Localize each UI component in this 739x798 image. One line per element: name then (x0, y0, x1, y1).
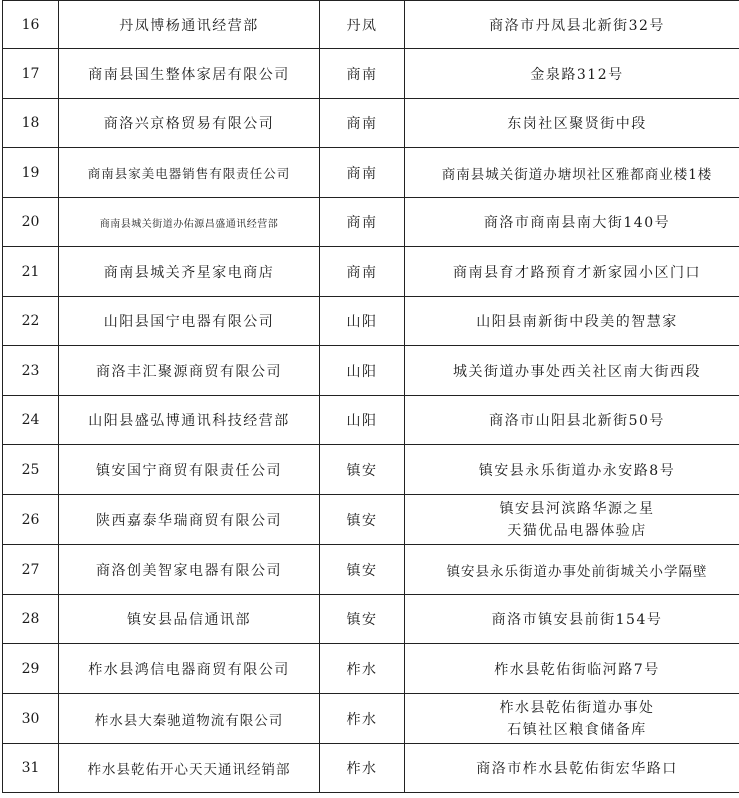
table-row (3, 99, 739, 148)
address-line: 镇安县永乐街道办事处前街城关小学隔壁 (446, 563, 708, 580)
county-cell: 柞水 (320, 644, 405, 694)
table-row (3, 545, 739, 595)
address-cell (405, 595, 739, 644)
table-row (3, 49, 739, 99)
address-cell (405, 1, 739, 49)
store-name-cell: 镇安国宁商贸有限责任公司 (59, 445, 320, 495)
table-row (3, 1, 739, 49)
store-table-body (3, 1, 739, 793)
row-number-cell: 29 (3, 644, 59, 694)
row-number-cell: 20 (3, 198, 59, 247)
row-number-cell: 18 (3, 99, 59, 148)
county-cell: 商南 (320, 49, 405, 99)
address-cell (405, 495, 739, 545)
row-number-cell: 16 (3, 1, 59, 49)
store-name-cell: 商南县国生整体家居有限公司 (59, 49, 320, 99)
row-number-cell: 30 (3, 694, 59, 744)
address-line: 天猫优品电器体验店 (507, 522, 647, 539)
county-cell: 镇安 (320, 495, 405, 545)
address-cell (405, 99, 739, 148)
store-name-cell: 丹凤博杨通讯经营部 (59, 1, 320, 49)
store-table-container (2, 0, 739, 793)
row-number-cell: 23 (3, 346, 59, 396)
row-number-cell: 28 (3, 595, 59, 644)
table-row (3, 595, 739, 644)
address-cell (405, 545, 739, 595)
table-row (3, 694, 739, 744)
table-row (3, 445, 739, 495)
address-cell (405, 744, 739, 793)
address-line: 商洛市商南县南大街140号 (483, 215, 671, 231)
address-line: 商洛市镇安县前街154号 (491, 612, 663, 628)
store-name-cell: 山阳县盛弘博通讯科技经营部 (59, 396, 320, 445)
row-number-cell: 22 (3, 297, 59, 346)
county-cell: 山阳 (320, 297, 405, 346)
address-line: 柞水县乾佑街道办事处 (499, 699, 655, 716)
address-cell (405, 49, 739, 99)
address-cell (405, 445, 739, 495)
row-number-cell: 26 (3, 495, 59, 545)
county-cell: 商南 (320, 148, 405, 198)
address-line: 镇安县河滨路华源之星 (499, 500, 655, 517)
county-cell: 镇安 (320, 595, 405, 644)
county-cell: 柞水 (320, 744, 405, 793)
store-name-cell: 镇安县品信通讯部 (59, 595, 320, 644)
store-name-cell: 商南县城关齐星家电商店 (59, 247, 320, 297)
table-row (3, 198, 739, 247)
row-number-cell: 19 (3, 148, 59, 198)
table-row (3, 396, 739, 445)
table-row (3, 297, 739, 346)
store-name-cell: 商洛兴京格贸易有限公司 (59, 99, 320, 148)
store-name-cell: 柞水县大秦驰道物流有限公司 (59, 694, 320, 744)
store-name-cell: 山阳县国宁电器有限公司 (59, 297, 320, 346)
address-line: 山阳县南新街中段美的智慧家 (476, 314, 678, 330)
address-line: 石镇社区粮食储备库 (507, 721, 647, 738)
address-line: 东岗社区聚贤街中段 (507, 116, 647, 132)
address-line: 柞水县乾佑街临河路7号 (494, 661, 660, 678)
address-cell (405, 396, 739, 445)
address-cell (405, 644, 739, 694)
county-cell: 商南 (320, 198, 405, 247)
address-line: 金泉路312号 (530, 66, 624, 83)
address-cell (405, 198, 739, 247)
store-name-cell: 商南县家美电器销售有限责任公司 (59, 148, 320, 198)
address-cell (405, 297, 739, 346)
table-row (3, 346, 739, 396)
row-number-cell: 25 (3, 445, 59, 495)
table-row (3, 744, 739, 793)
store-name-cell: 柞水县鸿信电器商贸有限公司 (59, 644, 320, 694)
store-name-cell: 陕西嘉泰华瑞商贸有限公司 (59, 495, 320, 545)
table-row (3, 495, 739, 545)
address-line: 商洛市丹凤县北新街32号 (489, 17, 665, 34)
address-line: 城关街道办事处西关社区南大街西段 (453, 363, 701, 380)
row-number-cell: 24 (3, 396, 59, 445)
address-cell (405, 247, 739, 297)
county-cell: 山阳 (320, 396, 405, 445)
row-number-cell: 21 (3, 247, 59, 297)
store-name-cell: 商洛创美智家电器有限公司 (59, 545, 320, 595)
table-row (3, 644, 739, 694)
store-name-cell: 商洛丰汇聚源商贸有限公司 (59, 346, 320, 396)
row-number-cell: 31 (3, 744, 59, 793)
store-name-cell: 柞水县乾佑开心天天通讯经销部 (59, 744, 320, 793)
address-cell (405, 148, 739, 198)
address-line: 镇安县永乐街道办永安路8号 (478, 462, 676, 479)
store-name-cell: 商南县城关街道办佑源昌盛通讯经营部 (59, 198, 320, 247)
table-row (3, 148, 739, 198)
address-line: 商洛市柞水县乾佑街宏华路口 (476, 761, 678, 777)
county-cell: 镇安 (320, 445, 405, 495)
county-cell: 商南 (320, 99, 405, 148)
county-cell: 商南 (320, 247, 405, 297)
address-line: 商南县育才路预育才新家园小区门口 (453, 264, 701, 281)
county-cell: 镇安 (320, 545, 405, 595)
row-number-cell: 17 (3, 49, 59, 99)
address-cell (405, 346, 739, 396)
row-number-cell: 27 (3, 545, 59, 595)
address-line: 商南县城关街道办塘坝社区雅都商业楼1楼 (441, 166, 713, 183)
county-cell: 山阳 (320, 346, 405, 396)
address-line: 商洛市山阳县北新街50号 (489, 413, 665, 429)
county-cell: 丹凤 (320, 1, 405, 49)
table-row (3, 247, 739, 297)
address-cell (405, 694, 739, 744)
county-cell: 柞水 (320, 694, 405, 744)
store-table (2, 0, 739, 793)
